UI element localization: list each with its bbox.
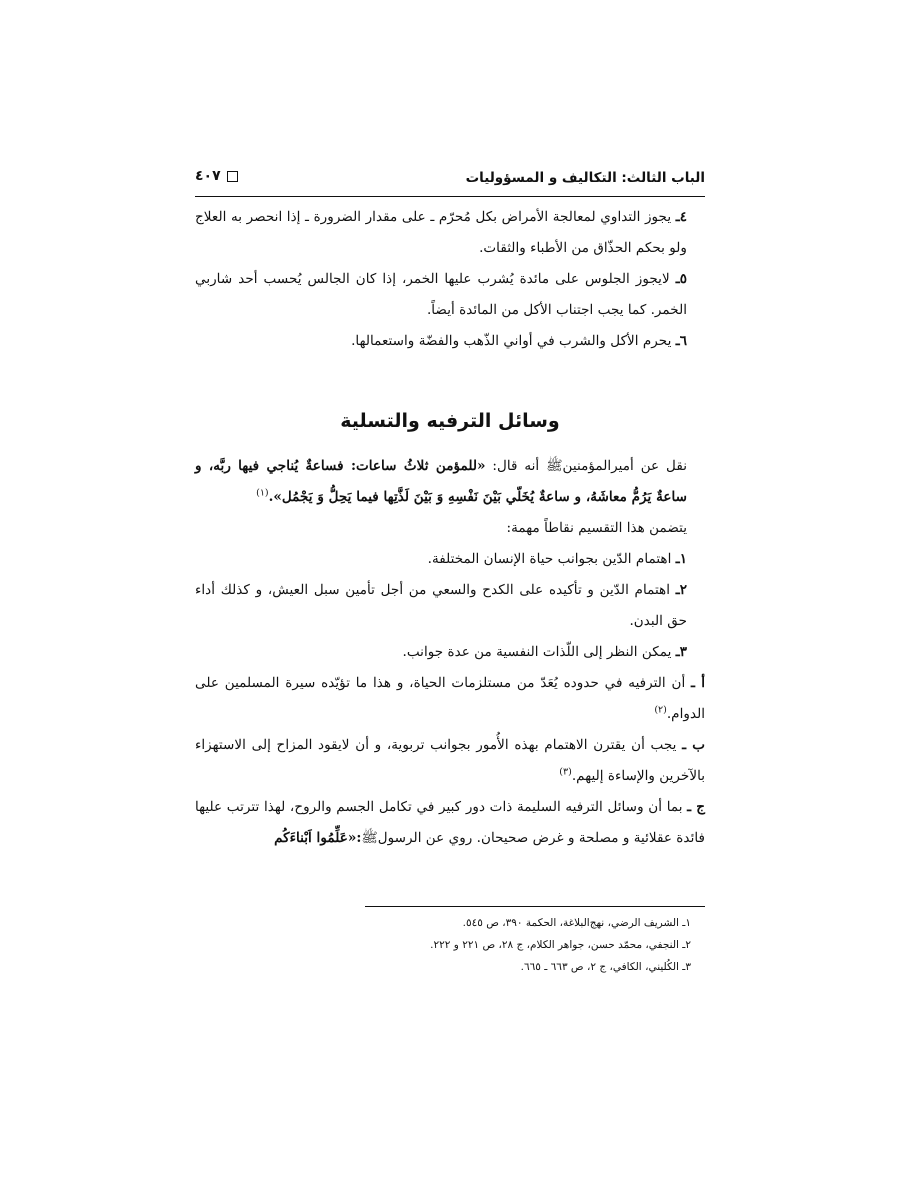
header-divider	[195, 196, 705, 197]
rule-5-number: ٥ـ	[675, 271, 687, 287]
rule-6-text: يحرم الأكل والشرب في أواني الذّهب والفضّة واستعمالها.	[351, 333, 672, 349]
footnote-ref-2[interactable]: (٢)	[654, 704, 667, 716]
sub-point-a-text: أن الترفيه في حدوده يُعَدّ من مستلزمات الحياة، و هذا ما تؤيّده سيرة المسلمين على الدوام.	[195, 675, 705, 722]
hadith-intro: نقل عن أميرالمؤمنين	[562, 458, 687, 474]
sub-point-a-label: أ ـ	[691, 675, 706, 691]
rule-5-text: لايجوز الجلوس على مائدة يُشرب عليها الخمر، إذا كان الجالس يُحسب أحد شاربي الخمر. كما يجب اجتناب الأكل من المائدة أيضاً.	[195, 271, 687, 318]
point-2	[195, 575, 705, 637]
footnote-ref-1[interactable]: (١)	[256, 487, 269, 499]
rule-4-text: يجوز التداوي لمعالجة الأمراض بكل مُحرّم ـ على مقدار الضرورة ـ إذا انحصر به العلاج ولو بحكم الحذّاق من الأطباء والثقات.	[195, 209, 687, 256]
hadith-paragraph	[195, 451, 705, 513]
rule-5	[195, 264, 705, 326]
salutation-mark: ﷺ	[546, 458, 563, 474]
footnote-divider	[365, 906, 705, 907]
summary-line: يتضمن هذا التقسيم نقاطاً مهمة:	[506, 520, 687, 536]
point-2-number: ٢ـ	[675, 582, 688, 598]
footnote-3: ٣ـ الكُليني، الكافي، ج ٢، ص ٦٦٣ ـ ٦٦٥.	[520, 961, 691, 973]
rule-4	[195, 202, 705, 264]
rule-4-number: ٤ـ	[675, 209, 687, 225]
point-2-text: اهتمام الدّين و تأكيده على الكدح والسعي من أجل تأمين سبل العيش، و كذلك أداء حق البدن.	[195, 582, 687, 629]
page-body	[195, 202, 705, 854]
sub-point-b-text: يجب أن يقترن الاهتمام بهذه الأُمور بجوانب تربوية، و أن لايقود المزاح إلى الاستهزاء بالآخرين والإساءة إليهم.	[195, 737, 705, 784]
point-3-number: ٣ـ	[675, 644, 687, 660]
rule-6-number: ٦ـ	[675, 333, 687, 349]
rule-6	[195, 326, 705, 357]
hadith-quote: «للمؤمن ثلاثُ ساعات: فساعةٌ يُناجي فيها ربَّه، و ساعةٌ يَرُمُّ معاشَهُ، و ساعةٌ يُخَلّي بَيْنَ نَفْسِهِ وَ بَيْنَ لَذَّتِها فيما يَحِلُّ وَ يَجْمُل».	[195, 458, 687, 505]
salutation-mark-2: ﷺ	[361, 830, 378, 846]
footnote-1: ١ـ الشريف الرضي، نهج‌البلاغة، الحكمة ٣٩٠، ص ٥٤٥.	[462, 917, 691, 929]
square-outline-icon	[227, 171, 238, 182]
sub-point-c-label: ج ـ	[687, 799, 705, 815]
point-1	[195, 544, 705, 575]
running-header	[195, 168, 705, 194]
footnote-ref-3[interactable]: (٣)	[559, 766, 572, 778]
page-number-block	[195, 168, 238, 184]
page-number: ٤٠٧	[195, 168, 221, 184]
sub-point-b-label: ب ـ	[682, 737, 705, 753]
point-1-number: ١ـ	[675, 551, 687, 567]
sub-point-c	[195, 792, 705, 854]
sub-point-c-quote: :«عَلِّمُوا اَبْناءَكُم	[274, 830, 362, 846]
sub-point-b	[195, 730, 705, 792]
point-3	[195, 637, 705, 668]
point-1-text: اهتمام الدّين بجوانب حياة الإنسان المختلفة.	[427, 551, 672, 567]
hadith-said: أنه قال:	[492, 458, 540, 474]
point-3-text: يمكن النظر إلى اللّذات النفسية من عدة جوانب.	[402, 644, 672, 660]
sub-point-c-text: بما أن وسائل الترفيه السليمة ذات دور كبير في تكامل الجسم والروح، لهذا تترتب عليها فائدة عقلائية و مصلحة و غرض صحيحان. روي عن الرسول	[195, 799, 705, 846]
sub-point-a	[195, 668, 705, 730]
footnote-2: ٢ـ النجفي، محمّد حسن، جواهر الكلام، ج ٢٨، ص ٢٢١ و ٢٢٢.	[430, 939, 691, 951]
chapter-title: الباب الثالث: التكاليف و المسؤوليات	[465, 170, 705, 186]
footnotes	[195, 912, 705, 978]
section-heading: وسائل الترفيه والتسلية	[340, 410, 560, 432]
